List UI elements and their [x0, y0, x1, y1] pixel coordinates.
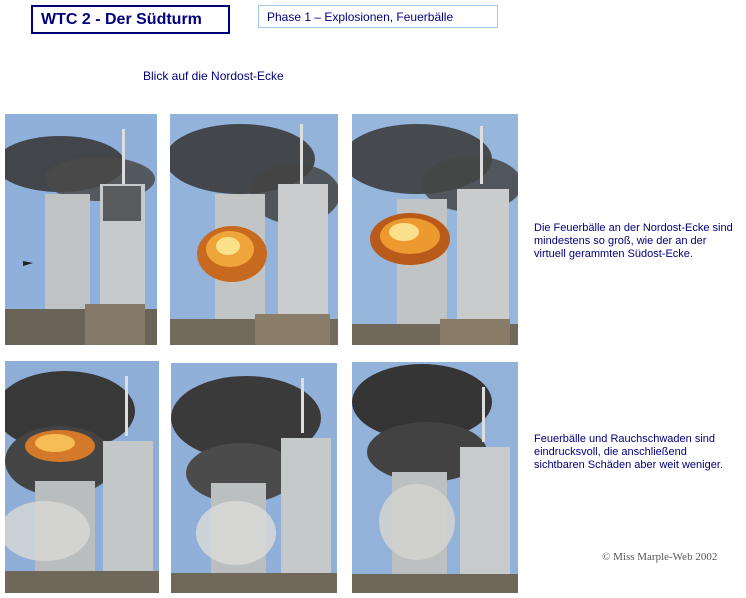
photo-smoke-cloud: [171, 363, 337, 593]
caption-top: Die Feuerbälle an der Nordost-Ecke sind mindestens so groß, wie der an der virtuell gerammten Südost-Ecke.: [534, 222, 733, 260]
copyright-notice: © Miss Marple-Web 2002: [602, 551, 718, 563]
phase-label: Phase 1 – Explosionen, Feuerbälle: [267, 9, 454, 24]
photo-approaching-plane: [5, 114, 157, 345]
phase-label-box: [258, 5, 498, 28]
photo-fireball-expanding: [352, 114, 518, 345]
page-title-box: [31, 5, 230, 34]
page-title: WTC 2 - Der Südturm: [41, 10, 202, 28]
view-subtitle: Blick auf die Nordost-Ecke: [143, 69, 284, 83]
photo-impact-fireball: [170, 114, 338, 345]
photo-smoke-plume: [352, 362, 518, 593]
caption-bottom: Feuerbälle und Rauchschwaden sind eindrucksvoll, die anschließend sichtbaren Schäden aber weit weniger.: [534, 433, 723, 471]
photo-fireball-smoke: [5, 361, 159, 593]
